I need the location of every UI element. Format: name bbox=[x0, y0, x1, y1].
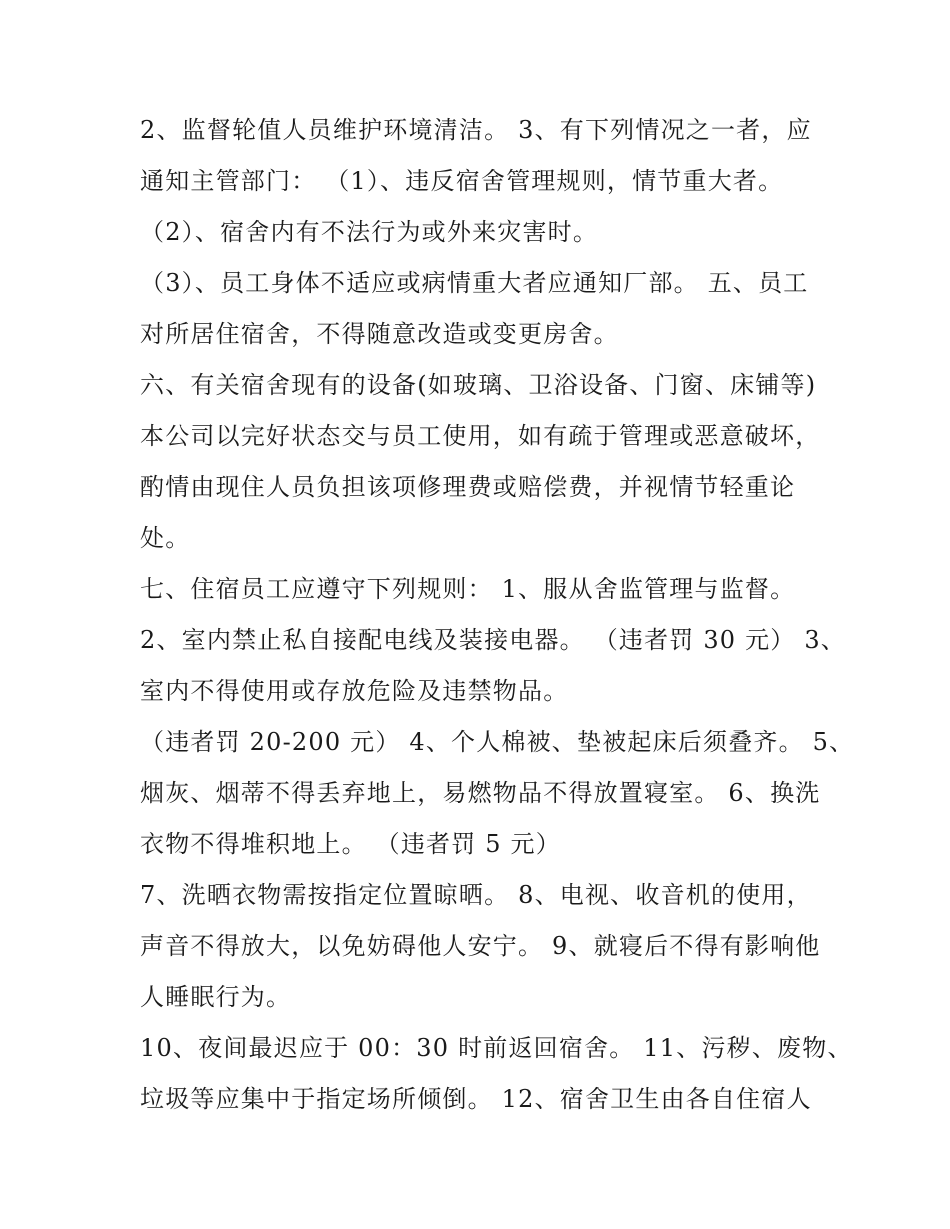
text-line: 对所居住宿舍，不得随意改造或变更房舍。 bbox=[140, 320, 619, 348]
text-line: 垃圾等应集中于指定场所倾倒。 12、宿舍卫生由各自住宿人 bbox=[140, 1085, 812, 1113]
text-line: （2）、宿舍内有不法行为或外来灾害时。 bbox=[140, 218, 599, 246]
text-line: 七、住宿员工应遵守下列规则： 1、服从舍监管理与监督。 bbox=[140, 575, 796, 603]
text-line: （违者罚 20-200 元） 4、个人棉被、垫被起床后须叠齐。 5、 bbox=[140, 728, 855, 756]
text-line: 人睡眠行为。 bbox=[140, 983, 292, 1011]
text-line: 通知主管部门： （1）、违反宿舍管理规则，情节重大者。 bbox=[140, 167, 784, 195]
text-line: 2、室内禁止私自接配电线及装接电器。 （违者罚 30 元） 3、 bbox=[140, 626, 846, 654]
text-line: 10、夜间最迟应于 00：30 时前返回宿舍。 11、污秽、废物、 bbox=[140, 1034, 853, 1062]
text-line: 酌情由现住人员负担该项修理费或赔偿费，并视情节轻重论 bbox=[140, 473, 796, 501]
text-line: 烟灰、烟蒂不得丢弃地上，易燃物品不得放置寝室。 6、换洗 bbox=[140, 779, 821, 807]
text-line: （3）、员工身体不适应或病情重大者应通知厂部。 五、员工 bbox=[140, 269, 809, 297]
text-line: 六、有关宿舍现有的设备(如玻璃、卫浴设备、门窗、床铺等) bbox=[140, 371, 817, 399]
text-line: 2、监督轮值人员维护环境清洁。 3、有下列情况之一者，应 bbox=[140, 116, 812, 144]
text-line: 衣物不得堆积地上。 （违者罚 5 元） bbox=[140, 830, 561, 858]
text-line: 声音不得放大，以免妨碍他人安宁。 9、就寝后不得有影响他 bbox=[140, 932, 821, 960]
text-line: 本公司以完好状态交与员工使用，如有疏于管理或恶意破坏， bbox=[140, 422, 821, 450]
text-line: 室内不得使用或存放危险及违禁物品。 bbox=[140, 677, 569, 705]
text-line: 7、洗晒衣物需按指定位置晾晒。 8、电视、收音机的使用， bbox=[140, 881, 812, 909]
body-text bbox=[140, 108, 855, 1128]
text-line: 处。 bbox=[140, 524, 191, 552]
